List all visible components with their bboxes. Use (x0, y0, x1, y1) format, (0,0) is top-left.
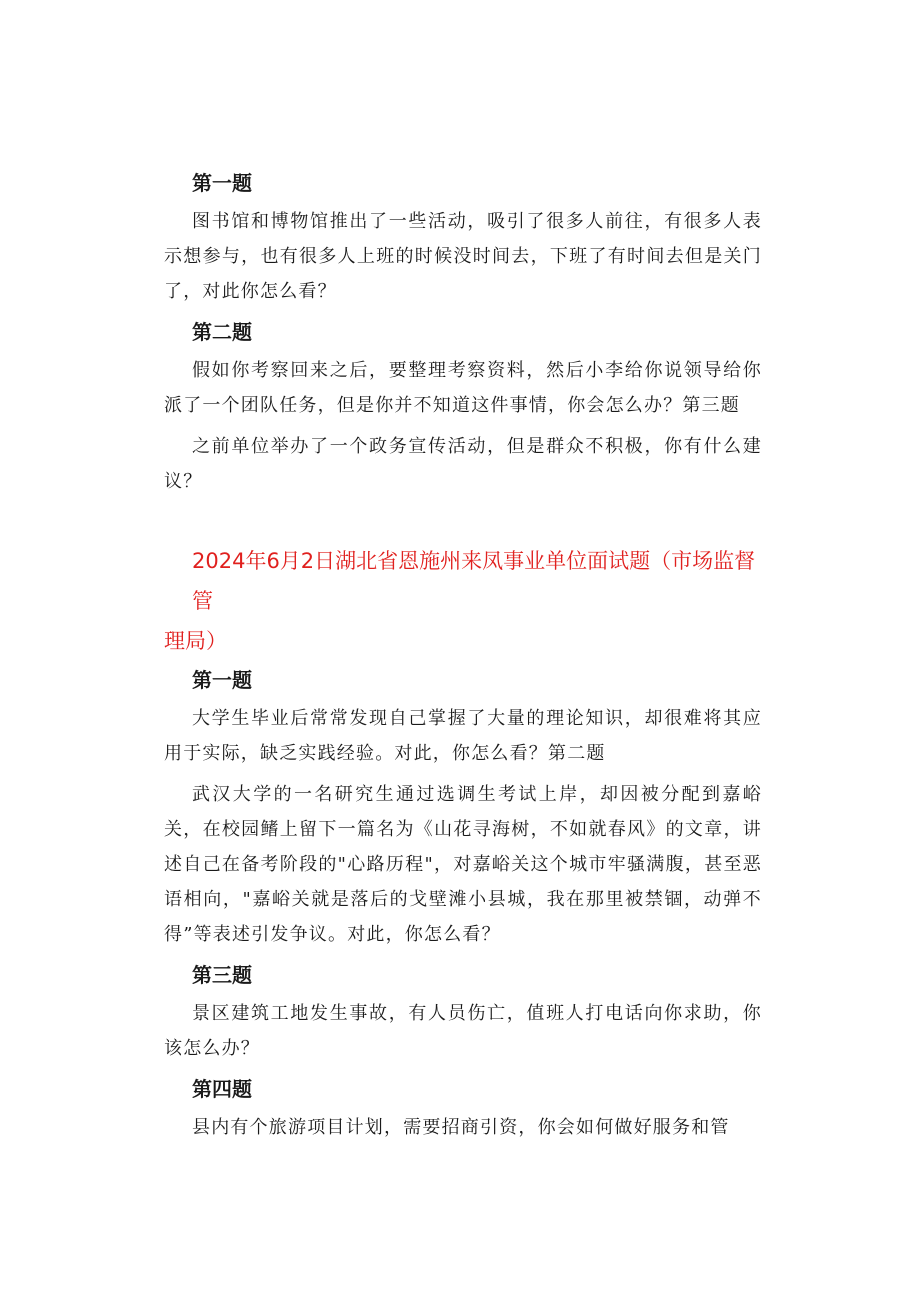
section-question-heading-1: 第一题 (192, 668, 252, 692)
section-question-text-1: 大学生毕业后常常发现自己掌握了大量的理论知识，却很难将其应用于实际，缺乏实践经验。对此，你怎么看？第二题 (164, 708, 762, 764)
section-question-heading-3: 第三题 (192, 963, 252, 987)
question-text-1: 图书馆和博物馆推出了一些活动，吸引了很多人前往，有很多人表示想参与，也有很多人上班的时候没时间去，下班了有时间去但是关门了，对此你怎么看？ (164, 211, 762, 302)
section-question-text-4: 县内有个旅游项目计划，需要招商引资，你会如何做好服务和管 (192, 1117, 730, 1138)
question-heading-1: 第一题 (192, 171, 252, 195)
section-title-line-1: 2024年6月2日湖北省恩施州来凤事业单位面试题（市场监督管 (192, 549, 756, 613)
section-title (164, 541, 762, 661)
section-question-text-2: 武汉大学的一名研究生通过选调生考试上岸，却因被分配到嘉峪关，在校园鳍上留下一篇名为《山花寻海树，不如就春风》的文章，讲述自己在备考阶段的"心路历程"，对嘉峪关这个城市牢骚满腹，甚至恶语相向，"嘉峪关就是落后的戈壁滩小县城，我在那里被禁锢，动弹不得”等表述引发争议。对此，你怎么看？ (164, 784, 762, 945)
question-text-3: 之前单位举办了一个政务宣传活动，但是群众不积极，你有什么建议？ (164, 436, 762, 492)
section-title-line-2: 理局） (164, 629, 227, 653)
question-text-2: 假如你考察回来之后，要整理考察资料，然后小李给你说领导给你派了一个团队任务，但是你并不知道这件事情，你会怎么办？第三题 (164, 360, 762, 416)
document-body (164, 166, 762, 1151)
section-question-heading-4: 第四题 (192, 1077, 252, 1101)
question-heading-2: 第二题 (192, 320, 252, 344)
section-question-text-3: 景区建筑工地发生事故，有人员伤亡，值班人打电话向你求助，你该怎么办？ (164, 1003, 762, 1059)
